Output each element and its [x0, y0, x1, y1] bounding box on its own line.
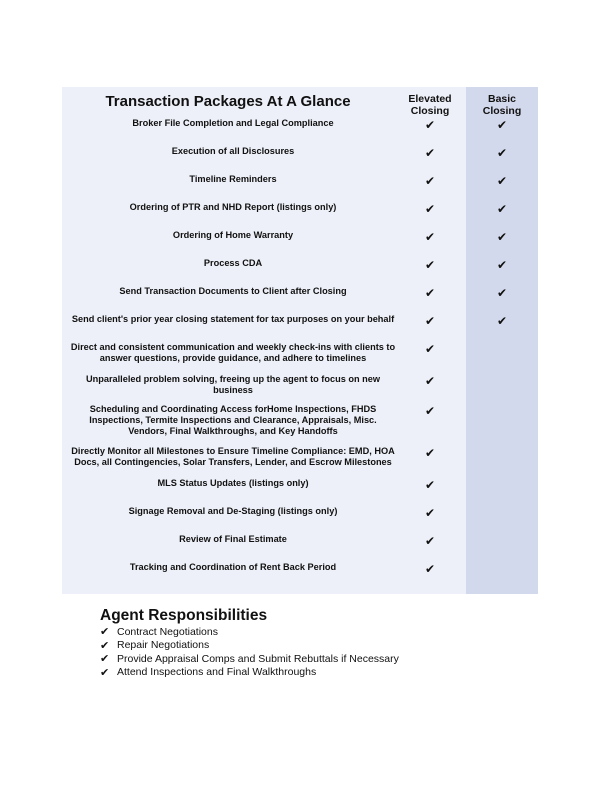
elevated-check-icon: ✔ — [424, 258, 436, 272]
table-title: Transaction Packages At A Glance — [105, 93, 351, 110]
feature-label — [62, 174, 400, 185]
feature-label-line: Directly Monitor all Milestones to Ensure Timeline Compliance: EMD, HOA — [71, 446, 395, 456]
table-row — [62, 404, 538, 446]
list-item — [100, 639, 399, 653]
feature-label-line: Execution of all Disclosures — [171, 146, 295, 156]
table-row — [62, 202, 538, 230]
basic-check-icon: ✔ — [496, 230, 508, 244]
feature-label — [62, 534, 400, 545]
feature-label — [62, 286, 400, 297]
elevated-check-icon: ✔ — [424, 146, 436, 160]
table-row — [62, 146, 538, 174]
elevated-check-icon: ✔ — [424, 314, 436, 328]
table-row — [62, 314, 538, 342]
table-row — [62, 342, 538, 374]
agent-responsibilities-list — [100, 625, 399, 679]
check-icon: ✔ — [100, 626, 110, 639]
basic-check-icon: ✔ — [496, 314, 508, 328]
elevated-check-icon: ✔ — [424, 374, 436, 388]
check-icon: ✔ — [100, 639, 110, 652]
elevated-check-icon: ✔ — [424, 230, 436, 244]
feature-label-line: answer questions, provide guidance, and adhere to timelines — [99, 353, 367, 363]
feature-label-line: Ordering of Home Warranty — [172, 230, 294, 240]
feature-label-line: Signage Removal and De-Staging (listings only) — [128, 506, 338, 516]
feature-label-line: business — [213, 385, 253, 395]
table-row — [62, 562, 538, 590]
elevated-header-line: Closing — [410, 105, 450, 117]
elevated-check-icon: ✔ — [424, 562, 436, 576]
feature-label — [62, 562, 400, 573]
table-row — [62, 286, 538, 314]
elevated-check-icon: ✔ — [424, 202, 436, 216]
feature-label — [62, 258, 400, 269]
agent-responsibilities-title: Agent Responsibilities — [100, 607, 268, 624]
feature-label-line: Ordering of PTR and NHD Report (listings only) — [129, 202, 337, 212]
feature-label-line: Send client's prior year closing statement for tax purposes on your behalf — [71, 314, 395, 324]
list-item-label: Provide Appraisal Comps and Submit Rebuttals if Necessary — [117, 652, 399, 665]
elevated-closing-header — [394, 93, 466, 117]
elevated-header-line: Elevated — [408, 93, 452, 105]
feature-label — [62, 230, 400, 241]
check-icon: ✔ — [100, 666, 110, 679]
feature-label-line: Vendors, Final Walkthroughs, and Key Handoffs — [128, 426, 338, 436]
feature-label-line: Scheduling and Coordinating Access forHome Inspections, FHDS — [89, 404, 377, 414]
feature-label — [62, 146, 400, 157]
feature-label — [62, 202, 400, 213]
feature-label — [62, 118, 400, 129]
elevated-check-icon: ✔ — [424, 342, 436, 356]
table-row — [62, 478, 538, 506]
basic-header-line: Basic — [487, 93, 517, 105]
elevated-check-icon: ✔ — [424, 506, 436, 520]
feature-label-line: Inspections, Termite Inspections and Clearance, Appraisals, Misc. — [89, 415, 377, 425]
basic-check-icon: ✔ — [496, 174, 508, 188]
feature-label-line: Docs, all Contingencies, Solar Transfers, Lender, and Escrow Milestones — [74, 457, 392, 467]
feature-label-line: Tracking and Coordination of Rent Back Period — [129, 562, 337, 572]
table-row — [62, 374, 538, 404]
table-row — [62, 446, 538, 478]
feature-label-line: MLS Status Updates (listings only) — [157, 478, 309, 488]
feature-label-line: Review of Final Estimate — [179, 534, 287, 544]
elevated-check-icon: ✔ — [424, 478, 436, 492]
feature-label — [62, 374, 400, 396]
feature-label — [62, 342, 400, 364]
table-row — [62, 230, 538, 258]
elevated-check-icon: ✔ — [424, 118, 436, 132]
feature-label-line: Timeline Reminders — [189, 174, 277, 184]
check-icon: ✔ — [100, 653, 110, 666]
elevated-check-icon: ✔ — [424, 446, 436, 460]
basic-closing-header — [466, 93, 538, 117]
table-row — [62, 118, 538, 146]
list-item — [100, 666, 399, 680]
basic-header-line: Closing — [482, 105, 522, 117]
feature-label-line: Send Transaction Documents to Client after Closing — [119, 286, 347, 296]
basic-check-icon: ✔ — [496, 118, 508, 132]
table-row — [62, 258, 538, 286]
elevated-check-icon: ✔ — [424, 286, 436, 300]
table-row — [62, 534, 538, 562]
feature-label-line: Process CDA — [203, 258, 263, 268]
feature-label — [62, 446, 400, 468]
elevated-check-icon: ✔ — [424, 174, 436, 188]
feature-label — [62, 314, 400, 325]
list-item-label: Repair Negotiations — [117, 639, 210, 652]
list-item — [100, 652, 399, 666]
elevated-check-icon: ✔ — [424, 534, 436, 548]
feature-rows — [62, 118, 538, 590]
list-item-label: Attend Inspections and Final Walkthroughs — [117, 666, 317, 679]
feature-label-line: Broker File Completion and Legal Compliance — [132, 118, 334, 128]
feature-label — [62, 478, 400, 489]
table-row — [62, 506, 538, 534]
feature-label-line: Direct and consistent communication and weekly check-ins with clients to — [70, 342, 396, 352]
feature-label — [62, 404, 400, 437]
feature-label-line: Unparalleled problem solving, freeing up the agent to focus on new — [85, 374, 381, 384]
basic-check-icon: ✔ — [496, 258, 508, 272]
basic-check-icon: ✔ — [496, 146, 508, 160]
basic-check-icon: ✔ — [496, 286, 508, 300]
table-row — [62, 174, 538, 202]
elevated-check-icon: ✔ — [424, 404, 436, 418]
list-item-label: Contract Negotiations — [117, 625, 218, 638]
feature-label — [62, 506, 400, 517]
basic-check-icon: ✔ — [496, 202, 508, 216]
list-item — [100, 625, 399, 639]
